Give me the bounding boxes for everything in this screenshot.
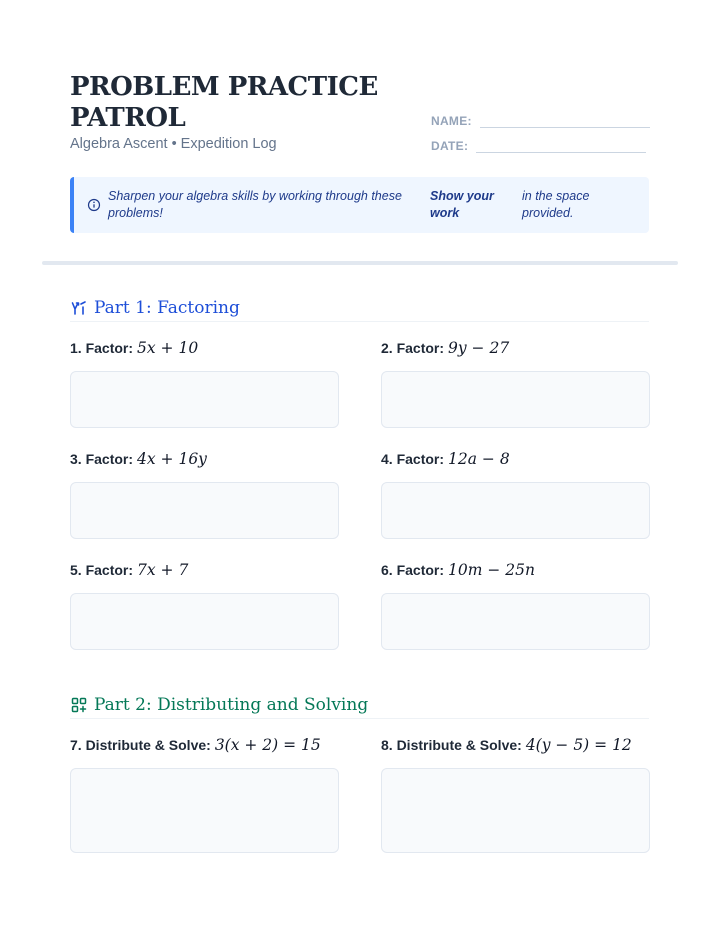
callout-text-start: Sharpen your algebra skills by working through these problems! <box>108 189 402 220</box>
problem-2 <box>381 339 650 428</box>
problem-expression: 7x + 7 <box>137 561 189 579</box>
instructions-callout <box>70 177 649 233</box>
problem-8 <box>381 736 650 853</box>
section-title: Part 1: Factoring <box>94 297 240 318</box>
problem-label: 1. Factor: <box>70 340 134 356</box>
answer-box[interactable] <box>70 482 339 539</box>
date-label: DATE: <box>431 139 469 153</box>
problem-1 <box>70 339 339 428</box>
answer-box[interactable] <box>70 768 339 853</box>
problem-label: 7. Distribute & Solve: <box>70 737 211 753</box>
section-title: Part 2: Distributing and Solving <box>94 694 369 715</box>
answer-box[interactable] <box>381 482 650 539</box>
problem-label: 8. Distribute & Solve: <box>381 737 522 753</box>
name-label: NAME: <box>431 114 472 128</box>
answer-box[interactable] <box>381 371 650 428</box>
problem-label: 2. Factor: <box>381 340 445 356</box>
puzzle-icon <box>70 696 88 714</box>
page-title: PROBLEM PRACTICE PATROL <box>70 72 378 133</box>
problem-expression: 10m − 25n <box>448 561 535 579</box>
problem-label: 4. Factor: <box>381 451 445 467</box>
section-heading-factoring <box>70 294 649 322</box>
answer-box[interactable] <box>381 593 650 650</box>
date-field[interactable] <box>431 139 646 153</box>
answer-box[interactable] <box>381 768 650 853</box>
problem-3 <box>70 450 339 539</box>
problem-expression: 4x + 16y <box>137 450 207 468</box>
problem-4 <box>381 450 650 539</box>
callout-text-bold: Show your work <box>430 189 494 220</box>
callout-text-end: in the space provided. <box>522 189 590 220</box>
section-divider <box>42 261 678 265</box>
answer-box[interactable] <box>70 593 339 650</box>
branch-icon <box>70 299 88 317</box>
name-field[interactable] <box>431 114 650 128</box>
info-icon <box>86 197 102 213</box>
problem-label: 3. Factor: <box>70 451 134 467</box>
name-input-line[interactable] <box>480 114 650 128</box>
problem-expression: 5x + 10 <box>137 339 199 357</box>
page-subtitle: Algebra Ascent • Expedition Log <box>70 136 277 152</box>
problem-label: 6. Factor: <box>381 562 445 578</box>
answer-box[interactable] <box>70 371 339 428</box>
date-input-line[interactable] <box>476 139 646 153</box>
section-heading-distributing <box>70 691 649 719</box>
problem-expression: 9y − 27 <box>448 339 510 357</box>
problem-expression: 3(x + 2) = 15 <box>214 736 321 754</box>
problem-expression: 4(y − 5) = 12 <box>525 736 632 754</box>
problem-label: 5. Factor: <box>70 562 134 578</box>
problem-7 <box>70 736 339 853</box>
problem-expression: 12a − 8 <box>448 450 510 468</box>
problem-6 <box>381 561 650 650</box>
problem-5 <box>70 561 339 650</box>
